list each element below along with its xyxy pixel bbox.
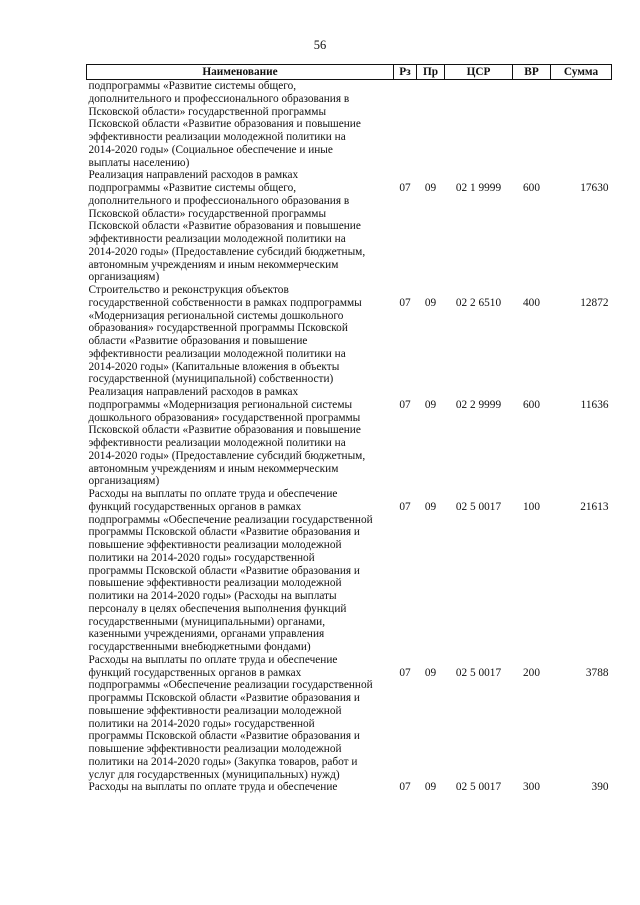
- row-name-line: политики на 2014-2020 годы» (Расходы на выплаты: [88, 590, 337, 602]
- row-sum-cell: 11636: [580, 399, 609, 411]
- row-name-cell: [87, 654, 394, 782]
- row-name-line: эффективности реализации молодежной политики на: [88, 131, 346, 143]
- row-name-line: образования» государственной программы Псковской: [88, 322, 348, 335]
- row-csr-cell: [445, 80, 513, 170]
- row-name-line: 2014-2020 годы» (Предоставление субсидий бюджетным,: [88, 449, 366, 462]
- row-name-line: 2014-2020 годы» (Капитальные вложения в объекты: [88, 360, 340, 373]
- row-name-line: автономным учреждениям и иным некоммерческим: [88, 258, 339, 271]
- row-name-line: повышение эффективности реализации молодежной: [88, 539, 342, 551]
- row-name-line: Псковской области «Развитие образования и повышение: [88, 220, 361, 233]
- row-name-line: Расходы на выплаты по оплате труда и обеспечение: [88, 653, 338, 666]
- row-name-line: казенными учреждениями, органами управления: [88, 628, 325, 641]
- row-name-line: политики на 2014-2020 годы» государственной: [88, 717, 315, 730]
- table-row: [87, 169, 612, 284]
- row-csr-cell: 02 5 0017: [455, 501, 502, 513]
- row-name-line: эффективности реализации молодежной политики на: [88, 437, 346, 449]
- row-pr-cell: 09: [424, 781, 437, 794]
- header-name: Наименование: [87, 65, 394, 80]
- row-sum-cell: 12872: [580, 297, 609, 309]
- row-name-line: выплаты населению): [88, 156, 190, 169]
- row-name-line: Реализация направлений расходов в рамках: [88, 169, 299, 182]
- budget-table: [86, 64, 612, 794]
- row-name-line: 2014-2020 годы» (Социальное обеспечение и иные: [88, 143, 333, 156]
- row-name-line: дополнительного и профессионального образования в: [88, 92, 350, 105]
- row-name-line: 2014-2020 годы» (Предоставление субсидий бюджетным,: [88, 245, 366, 258]
- row-name-line: дополнительного и профессионального образования в: [88, 194, 350, 207]
- table-row: [87, 284, 612, 386]
- row-name-line: повышение эффективности реализации молодежной: [88, 704, 342, 717]
- row-vr-cell: 200: [523, 666, 540, 679]
- row-name-line: государственной собственности в рамках подпрограммы: [88, 296, 362, 309]
- row-vr-cell: 600: [523, 399, 540, 411]
- row-name-line: повышение эффективности реализации молодежной: [88, 577, 342, 590]
- row-rz-cell: 07: [399, 399, 411, 411]
- row-rz-cell: 07: [399, 666, 411, 679]
- row-name-line: политики на 2014-2020 годы» (Закупка товаров, работ и: [88, 755, 358, 768]
- row-name-line: государственной (муниципальной) собственности): [88, 373, 334, 386]
- row-vr-cell: 600: [523, 182, 540, 195]
- row-name-line: эффективности реализации молодежной политики на: [88, 347, 346, 360]
- row-vr-cell: [513, 80, 551, 170]
- row-name-line: программы Псковской области «Развитие образования и: [88, 526, 360, 539]
- row-name-line: области «Развитие образования и повышение: [88, 335, 308, 347]
- row-name-line: подпрограммы «Обеспечение реализации государственной: [88, 513, 373, 526]
- table-row: [87, 654, 612, 782]
- row-name-line: Строительство и реконструкция объектов: [88, 284, 289, 296]
- header-rz: Рз: [394, 65, 417, 80]
- row-vr-cell: 300: [523, 781, 540, 794]
- row-name-cell: [87, 284, 394, 386]
- table-header: [87, 65, 612, 80]
- row-sum-cell: [551, 80, 612, 170]
- row-name-line: Псковской области» государственной программы: [88, 207, 327, 220]
- row-sum-cell: 17630: [580, 182, 609, 195]
- row-name-line: Реализация направлений расходов в рамках: [88, 386, 299, 398]
- row-name-line: организациям): [88, 475, 160, 488]
- row-name-cell: [87, 386, 394, 488]
- row-name-line: подпрограммы «Обеспечение реализации государственной: [88, 679, 373, 692]
- header-sum: Сумма: [551, 65, 612, 80]
- row-name-line: эффективности реализации молодежной политики на: [88, 233, 346, 245]
- row-vr-cell: 100: [523, 501, 540, 513]
- row-name-line: Расходы на выплаты по оплате труда и обеспечение: [88, 488, 338, 500]
- row-sum-cell: 21613: [580, 501, 609, 513]
- row-name-cell: [87, 80, 394, 170]
- row-name-line: подпрограммы «Развитие системы общего,: [88, 182, 297, 194]
- row-csr-cell: 02 5 0017: [455, 781, 502, 794]
- row-name-line: Расходы на выплаты по оплате труда и обеспечение: [88, 781, 338, 794]
- row-rz-cell: 07: [399, 297, 411, 309]
- page-number: 56: [313, 38, 327, 52]
- table-row: [87, 781, 612, 794]
- header-pr: Пр: [417, 65, 445, 80]
- row-pr-cell: 09: [424, 399, 437, 411]
- row-pr-cell: 09: [424, 666, 437, 679]
- row-rz-cell: 07: [399, 501, 411, 513]
- row-pr-cell: 09: [424, 182, 437, 195]
- row-name-line: автономным учреждениям и иным некоммерческим: [88, 462, 339, 475]
- row-name-line: «Модернизация региональной системы дошкольного: [88, 309, 344, 322]
- row-pr-cell: [417, 80, 445, 170]
- row-name-line: услуг для государственных (муниципальных) нужд): [88, 768, 340, 781]
- row-name-line: повышение эффективности реализации молодежной: [88, 743, 342, 755]
- row-csr-cell: 02 2 6510: [455, 297, 502, 309]
- row-name-line: Псковской области» государственной программы: [88, 105, 327, 118]
- table-row: [87, 386, 612, 488]
- row-name-line: организациям): [88, 271, 160, 284]
- row-name-line: государственными (муниципальными) органами,: [88, 615, 326, 628]
- row-csr-cell: 02 5 0017: [455, 666, 502, 679]
- row-name-line: функций государственных органов в рамках: [88, 500, 302, 513]
- row-csr-cell: 02 1 9999: [455, 182, 502, 195]
- row-name-line: программы Псковской области «Развитие образования и: [88, 730, 360, 743]
- row-pr-cell: 09: [424, 297, 437, 309]
- row-rz-cell: 07: [399, 182, 411, 195]
- header-csr: ЦСР: [445, 65, 513, 80]
- row-name-cell: [87, 781, 394, 794]
- row-name-line: подпрограммы «Модернизация региональной системы: [88, 398, 353, 411]
- table-row: [87, 80, 612, 170]
- row-name-line: персоналу в целях обеспечения выполнения функций: [88, 602, 347, 615]
- row-name-line: государственными внебюджетными фондами): [88, 641, 311, 653]
- row-name-cell: [87, 169, 394, 284]
- row-name-line: Псковской области «Развитие образования и повышение: [88, 424, 361, 437]
- row-name-line: подпрограммы «Развитие системы общего,: [88, 80, 297, 92]
- row-name-line: функций государственных органов в рамках: [88, 666, 302, 679]
- table-body: [87, 80, 612, 795]
- row-name-line: дошкольного образования» государственной программы: [88, 411, 361, 424]
- header-vr: ВР: [513, 65, 551, 80]
- row-name-line: политики на 2014-2020 годы» государственной: [88, 551, 315, 564]
- row-name-line: программы Псковской области «Развитие образования и: [88, 564, 360, 577]
- row-rz-cell: 07: [399, 781, 411, 794]
- row-csr-cell: 02 2 9999: [455, 399, 502, 411]
- row-sum-cell: 390: [591, 781, 609, 794]
- row-name-line: Псковской области «Развитие образования и повышение: [88, 118, 361, 131]
- row-vr-cell: 400: [523, 297, 540, 309]
- row-sum-cell: 3788: [585, 666, 609, 679]
- row-name-line: программы Псковской области «Развитие образования и: [88, 692, 360, 704]
- table-row: [87, 488, 612, 654]
- row-rz-cell: [394, 80, 417, 170]
- row-name-cell: [87, 488, 394, 654]
- row-pr-cell: 09: [424, 501, 437, 513]
